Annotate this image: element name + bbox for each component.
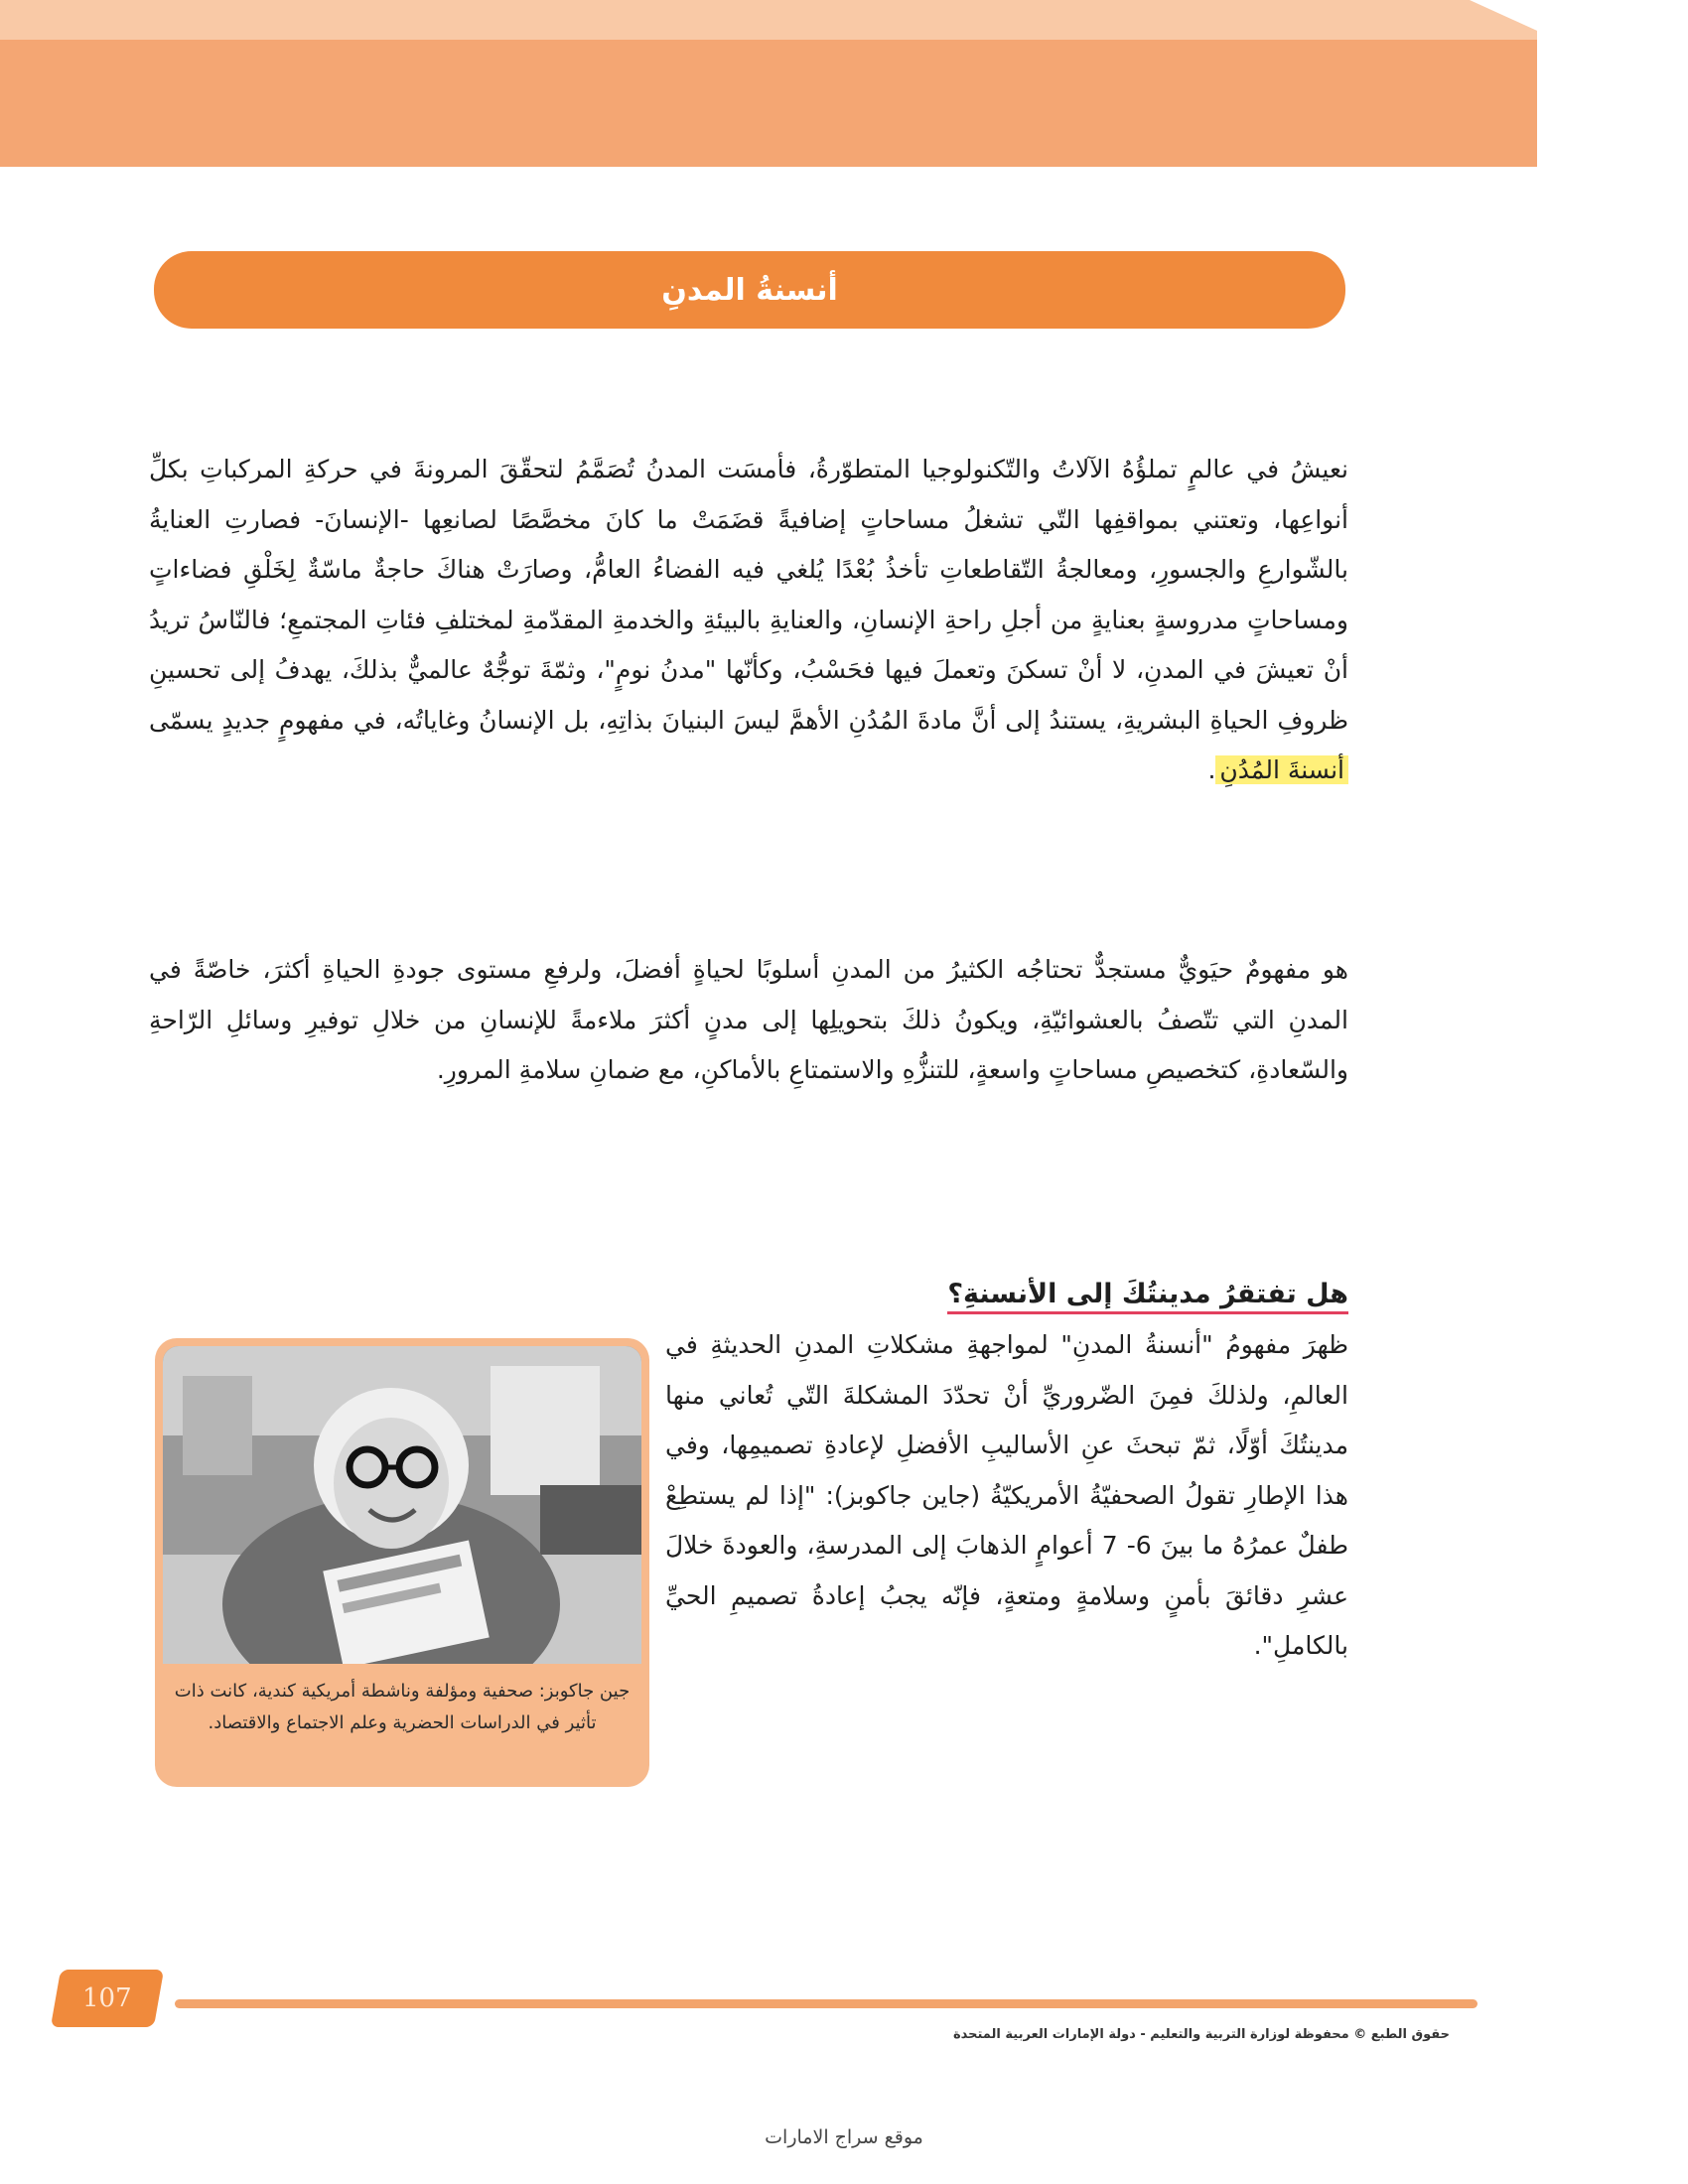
top-banner bbox=[0, 0, 1688, 169]
paragraph-definition: هو مفهومٌ حيَويٌّ مستجدٌّ تحتاجُه الكثيرُ من المدنِ أسلوبًا لحياةٍ أفضلَ، ولرفعِ مستوى جودةِ الحياةِ أكثرَ، خاصّةً في المدنِ التي تتّصفُ بالعشوائيّةِ، ويكونُ ذلكَ بتحويلِها إلى مدنٍ أكثرَ ملاءمةً للإنسانِ من خلالِ توفيرِ وسائلِ الرّاحةِ والسّعادةِ، كتخصيصِ مساحاتٍ واسعةٍ، للتنزُّهِ والاستمتاعِ بالأماكنِ، مع ضمانِ سلامةِ المرورِ. bbox=[149, 955, 1348, 1084]
highlighted-term: أنسنةَ المُدُنِ bbox=[1215, 755, 1348, 784]
section-title-bar bbox=[154, 251, 1345, 329]
site-name: موقع سراج الامارات bbox=[765, 2126, 923, 2148]
copyright-notice: حقوق الطبع © محفوظة لوزارة التربية والتعليم - دولة الإمارات العربية المتحدة bbox=[952, 2027, 1450, 2042]
footer-rule bbox=[175, 1999, 1477, 2008]
jane-jacobs-photo bbox=[163, 1346, 641, 1664]
paragraph-jacobs: ظهرَ مفهومُ "أنسنةُ المدنِ" لمواجهةِ مشكلاتِ المدنِ الحديثةِ في العالمِ، ولذلكَ فمِنَ الضّروريِّ أنْ تحدّدَ المشكلةَ التّي تُعاني منها مدينتُكَ أوّلًا، ثمّ تبحثَ عنِ الأساليبِ الأفضلِ لإعادةِ تصميمِها، وفي هذا الإطارِ تقولُ الصحفيّةُ الأمريكيّةُ (جاين جاكوبز): "إذا لم يستطِعْ طفلٌ عمرُهُ ما بينَ 6- 7 أعوامٍ الذهابَ إلى المدرسةِ، والعودةَ خلالَ عشرِ دقائقَ بأمنٍ وسلامةٍ ومتعةٍ، فإنّه يجبُ إعادةُ تصميمِ الحيِّ بالكاملِ". bbox=[665, 1330, 1348, 1660]
page-number-tab bbox=[51, 1970, 164, 2027]
page-number: 107 bbox=[82, 1983, 132, 2013]
paragraph-intro bbox=[149, 445, 1348, 796]
paragraph-intro-text: نعيشُ في عالمٍ تملؤُهُ الآلاتُ والتّكنولوجيا المتطوّرةُ، فأمسَت المدنُ تُصَمَّمُ لتحقّقَ المرونةَ في حركةِ المركباتِ بكلِّ أنواعِها، وتعتني بمواقفِها التّي تشغلُ مساحاتٍ إضافيةً قضَمَتْ ما كانَ مخصَّصًا لصانعِها -الإنسانَ- فصارتِ العنايةُ بالشّوارعِ والجسورِ، ومعالجةُ التّقاطعاتِ تأخذُ بُعْدًا يُلغي فيه الفضاءُ العامُّ، وصارَتْ هناكَ حاجةٌ ماسّةٌ لِخَلْقِ فضاءاتٍ ومساحاتٍ مدروسةٍ بعنايةٍ من أجلِ راحةِ الإنسانِ، والعنايةِ بالبيئةِ والخدمةِ المقدّمةِ لمختلفِ فئاتِ المجتمعِ؛ فالنّاسُ تريدُ أنْ تعيشَ في المدنِ، لا أنْ تسكنَ وتعملَ فيها فحَسْبُ، وكأنّها "مدنُ نومٍ"، وثمّةَ توجُّهٌ عالميٌّ بذلكَ، يهدفُ إلى تحسينِ ظروفِ الحياةِ البشريةِ، يستندُ إلى أنَّ مادةَ المُدُنِ الأهمَّ ليسَ البنيانَ بذاتِهِ، بل الإنسانُ وغاياتُه، في مفهومٍ جديدٍ يسمّى bbox=[149, 455, 1348, 735]
section-title: أنسنةُ المدنِ bbox=[661, 272, 838, 308]
photo-caption: جين جاكوبز: صحفية ومؤلفة وناشطة أمريكية كندية، كانت ذات تأثير في الدراسات الحضرية وعلم الاجتماع والاقتصاد. bbox=[174, 1681, 631, 1733]
paragraph-intro-end: . bbox=[1207, 755, 1216, 784]
subheading-question: هل تفتقرُ مدينتُكَ إلى الأنسنةِ؟ bbox=[947, 1279, 1348, 1314]
banner-strip bbox=[0, 0, 1537, 40]
photo-card bbox=[155, 1338, 649, 1787]
portrait-illustration bbox=[163, 1346, 641, 1664]
